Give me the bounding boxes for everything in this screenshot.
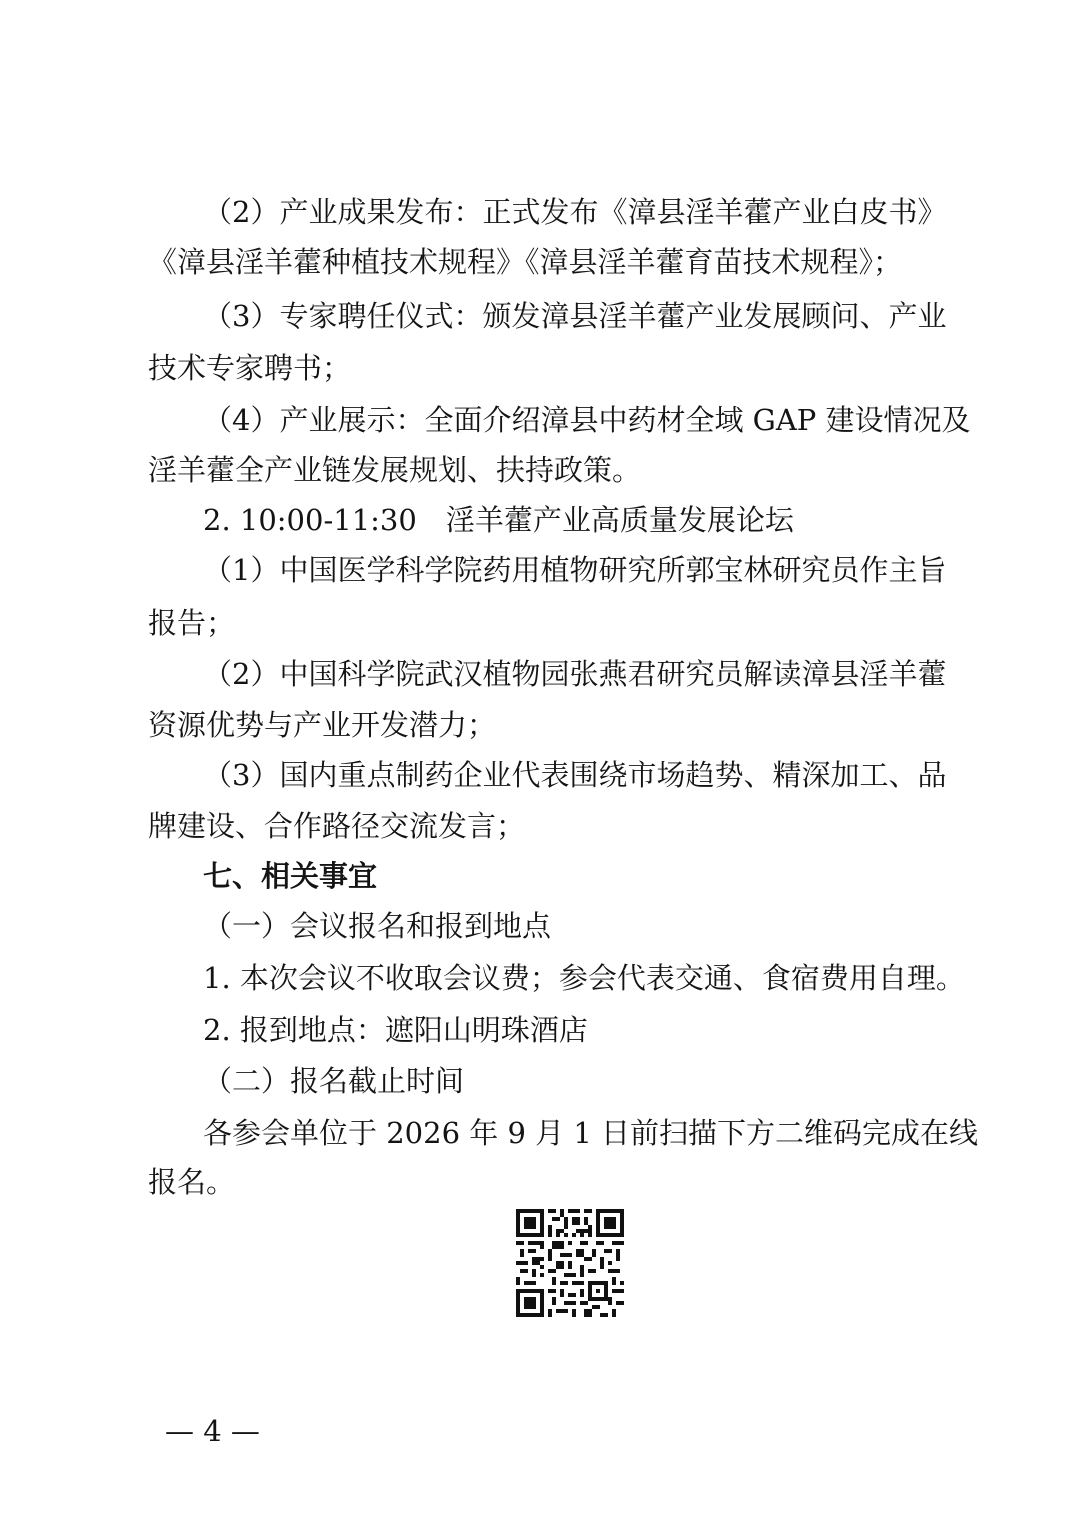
paragraph-line: 牌建设、合作路径交流发言； <box>148 809 526 843</box>
paragraph-line: （1）中国医学科学院药用植物研究所郭宝林研究员作主旨 <box>203 553 947 587</box>
paragraph-line: 各参会单位于 2026 年 9 月 1 日前扫描下方二维码完成在线 <box>203 1116 979 1150</box>
paragraph-line: 2. 10:00-11:30 淫羊藿产业高质量发展论坛 <box>203 503 794 537</box>
paragraph-line: （3）专家聘任仪式：颁发漳县淫羊藿产业发展顾问、产业 <box>203 299 947 333</box>
list-item: 2. 报到地点：遮阳山明珠酒店 <box>203 1013 588 1047</box>
section-heading: 七、相关事宜 <box>203 859 378 893</box>
paragraph-line: （2）中国科学院武汉植物园张燕君研究员解读漳县淫羊藿 <box>203 657 947 691</box>
paragraph-line: 《漳县淫羊藿种植技术规程》《漳县淫羊藿育苗技术规程》； <box>148 245 903 279</box>
registration-qr-code[interactable] <box>516 1209 624 1317</box>
paragraph-line: 报告； <box>148 606 236 640</box>
paragraph-line: （2）产业成果发布：正式发布《漳县淫羊藿产业白皮书》 <box>203 195 947 229</box>
paragraph-line: （3）国内重点制药企业代表围绕市场趋势、精深加工、品 <box>203 758 947 792</box>
list-item: 1. 本次会议不收取会议费；参会代表交通、食宿费用自理。 <box>203 961 965 995</box>
paragraph-line: 技术专家聘书； <box>148 351 352 385</box>
paragraph-line: 淫羊藿全产业链发展规划、扶持政策。 <box>148 453 642 487</box>
paragraph-line: 报名。 <box>148 1165 236 1199</box>
subsection-heading: （二）报名截止时间 <box>203 1064 465 1098</box>
paragraph-line: （4）产业展示：全面介绍漳县中药材全域 GAP 建设情况及 <box>203 403 971 437</box>
subsection-heading: （一）会议报名和报到地点 <box>203 909 552 943</box>
paragraph-line: 资源优势与产业开发潜力； <box>148 708 497 742</box>
page-number: — 4 — <box>165 1414 260 1448</box>
